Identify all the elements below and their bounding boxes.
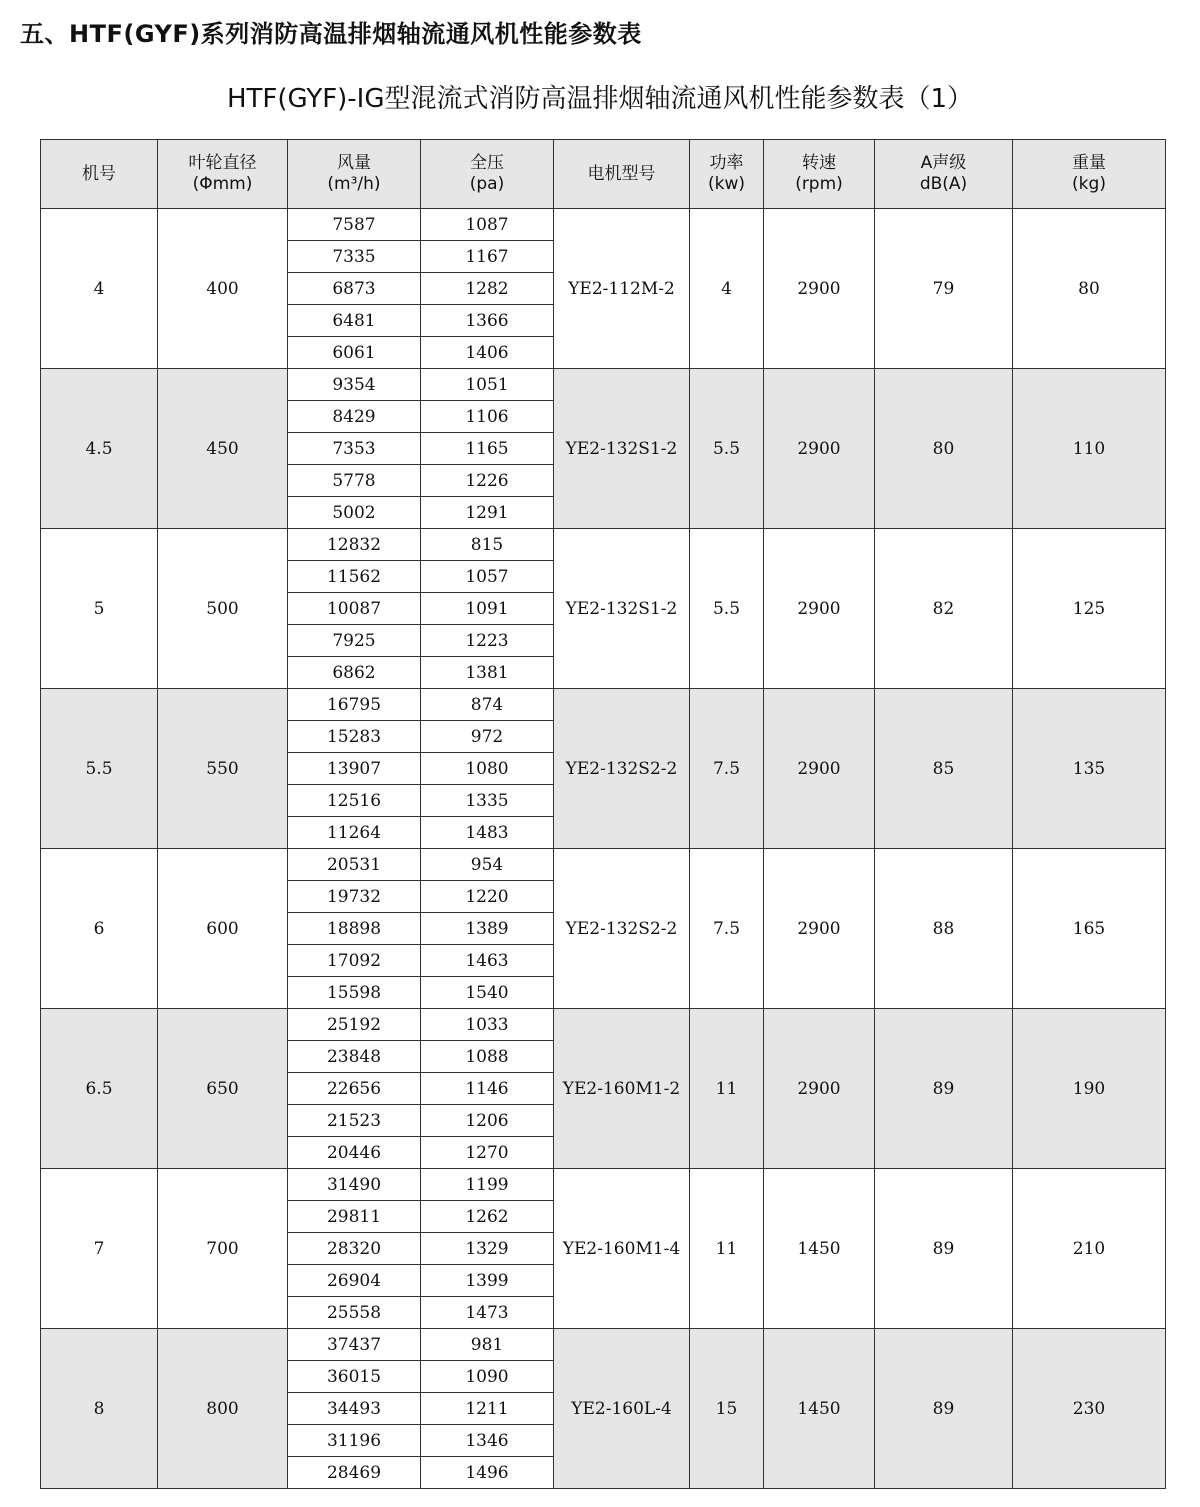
table-row — [41, 849, 1166, 881]
fan-no-cell: 8 — [41, 1329, 158, 1489]
pressure-cell: 1335 — [421, 785, 554, 817]
pressure-cell: 1199 — [421, 1169, 554, 1201]
air-flow-cell: 31490 — [288, 1169, 421, 1201]
motor-model-cell: YE2-132S2-2 — [554, 689, 690, 849]
noise-level-cell: 89 — [875, 1009, 1013, 1169]
air-flow-cell: 23848 — [288, 1041, 421, 1073]
power-cell: 11 — [690, 1009, 764, 1169]
pressure-cell: 1329 — [421, 1233, 554, 1265]
pressure-cell: 1165 — [421, 433, 554, 465]
air-flow-cell: 16795 — [288, 689, 421, 721]
performance-table — [40, 139, 1166, 1489]
noise-level-cell: 85 — [875, 689, 1013, 849]
air-flow-cell: 34493 — [288, 1393, 421, 1425]
speed-cell: 2900 — [764, 209, 875, 369]
air-flow-cell: 19732 — [288, 881, 421, 913]
header-cell-weight: 重量 (kg) — [1013, 140, 1166, 209]
motor-model-cell: YE2-132S1-2 — [554, 529, 690, 689]
pressure-cell: 954 — [421, 849, 554, 881]
weight-cell: 165 — [1013, 849, 1166, 1009]
pressure-cell: 1381 — [421, 657, 554, 689]
pressure-cell: 1206 — [421, 1105, 554, 1137]
pressure-cell: 1087 — [421, 209, 554, 241]
table-title: HTF(GYF)-ⅠG型混流式消防高温排烟轴流通风机性能参数表（1） — [226, 84, 974, 114]
table-row — [41, 1009, 1166, 1041]
pressure-cell: 1262 — [421, 1201, 554, 1233]
air-flow-cell: 20446 — [288, 1137, 421, 1169]
air-flow-cell: 5778 — [288, 465, 421, 497]
speed-cell: 1450 — [764, 1169, 875, 1329]
pressure-cell: 1033 — [421, 1009, 554, 1041]
header-cell-pressure: 全压 (pa) — [421, 140, 554, 209]
air-flow-cell: 17092 — [288, 945, 421, 977]
air-flow-cell: 22656 — [288, 1073, 421, 1105]
power-cell: 7.5 — [690, 849, 764, 1009]
pressure-cell: 1223 — [421, 625, 554, 657]
air-flow-cell: 18898 — [288, 913, 421, 945]
pressure-cell: 1291 — [421, 497, 554, 529]
weight-cell: 230 — [1013, 1329, 1166, 1489]
air-flow-cell: 9354 — [288, 369, 421, 401]
air-flow-cell: 28469 — [288, 1457, 421, 1489]
diameter-cell: 400 — [158, 209, 288, 369]
power-cell: 7.5 — [690, 689, 764, 849]
speed-cell: 2900 — [764, 689, 875, 849]
pressure-cell: 1406 — [421, 337, 554, 369]
pressure-cell: 1399 — [421, 1265, 554, 1297]
air-flow-cell: 11562 — [288, 561, 421, 593]
fan-no-cell: 6 — [41, 849, 158, 1009]
pressure-cell: 1270 — [421, 1137, 554, 1169]
diameter-cell: 700 — [158, 1169, 288, 1329]
air-flow-cell: 10087 — [288, 593, 421, 625]
weight-cell: 110 — [1013, 369, 1166, 529]
air-flow-cell: 5002 — [288, 497, 421, 529]
power-cell: 11 — [690, 1169, 764, 1329]
air-flow-cell: 28320 — [288, 1233, 421, 1265]
header-cell-power: 功率 (kw) — [690, 140, 764, 209]
pressure-cell: 1211 — [421, 1393, 554, 1425]
diameter-cell: 450 — [158, 369, 288, 529]
pressure-cell: 1220 — [421, 881, 554, 913]
fan-no-cell: 4.5 — [41, 369, 158, 529]
air-flow-cell: 31196 — [288, 1425, 421, 1457]
pressure-cell: 1057 — [421, 561, 554, 593]
air-flow-cell: 26904 — [288, 1265, 421, 1297]
motor-model-cell: YE2-160M1-4 — [554, 1169, 690, 1329]
air-flow-cell: 7587 — [288, 209, 421, 241]
table-row — [41, 209, 1166, 241]
pressure-cell: 815 — [421, 529, 554, 561]
air-flow-cell: 6862 — [288, 657, 421, 689]
noise-level-cell: 79 — [875, 209, 1013, 369]
noise-level-cell: 88 — [875, 849, 1013, 1009]
motor-model-cell: YE2-132S2-2 — [554, 849, 690, 1009]
pressure-cell: 1080 — [421, 753, 554, 785]
air-flow-cell: 15283 — [288, 721, 421, 753]
air-flow-cell: 29811 — [288, 1201, 421, 1233]
table-body — [41, 209, 1166, 1489]
speed-cell: 2900 — [764, 849, 875, 1009]
pressure-cell: 1088 — [421, 1041, 554, 1073]
diameter-cell: 550 — [158, 689, 288, 849]
speed-cell: 1450 — [764, 1329, 875, 1489]
air-flow-cell: 12516 — [288, 785, 421, 817]
air-flow-cell: 11264 — [288, 817, 421, 849]
fan-no-cell: 4 — [41, 209, 158, 369]
diameter-cell: 800 — [158, 1329, 288, 1489]
pressure-cell: 1366 — [421, 305, 554, 337]
motor-model-cell: YE2-132S1-2 — [554, 369, 690, 529]
motor-model-cell: YE2-160L-4 — [554, 1329, 690, 1489]
pressure-cell: 1106 — [421, 401, 554, 433]
weight-cell: 80 — [1013, 209, 1166, 369]
header-cell-motor: 电机型号 — [554, 140, 690, 209]
air-flow-cell: 6873 — [288, 273, 421, 305]
pressure-cell: 1463 — [421, 945, 554, 977]
power-cell: 5.5 — [690, 369, 764, 529]
air-flow-cell: 20531 — [288, 849, 421, 881]
noise-level-cell: 89 — [875, 1329, 1013, 1489]
weight-cell: 125 — [1013, 529, 1166, 689]
pressure-cell: 1540 — [421, 977, 554, 1009]
noise-level-cell: 82 — [875, 529, 1013, 689]
table-row — [41, 529, 1166, 561]
speed-cell: 2900 — [764, 529, 875, 689]
air-flow-cell: 37437 — [288, 1329, 421, 1361]
pressure-cell: 1483 — [421, 817, 554, 849]
pressure-cell: 972 — [421, 721, 554, 753]
header-cell-flow: 风量 (m³/h) — [288, 140, 421, 209]
noise-level-cell: 80 — [875, 369, 1013, 529]
air-flow-cell: 15598 — [288, 977, 421, 1009]
pressure-cell: 1282 — [421, 273, 554, 305]
power-cell: 15 — [690, 1329, 764, 1489]
pressure-cell: 981 — [421, 1329, 554, 1361]
header-cell-no: 机号 — [41, 140, 158, 209]
fan-no-cell: 6.5 — [41, 1009, 158, 1169]
table-row — [41, 369, 1166, 401]
air-flow-cell: 6481 — [288, 305, 421, 337]
pressure-cell: 1389 — [421, 913, 554, 945]
pressure-cell: 1167 — [421, 241, 554, 273]
air-flow-cell: 13907 — [288, 753, 421, 785]
fan-no-cell: 5.5 — [41, 689, 158, 849]
header-cell-diameter: 叶轮直径 (Φmm) — [158, 140, 288, 209]
fan-no-cell: 5 — [41, 529, 158, 689]
header-cell-speed: 转速 (rpm) — [764, 140, 875, 209]
table-row — [41, 689, 1166, 721]
pressure-cell: 1146 — [421, 1073, 554, 1105]
power-cell: 4 — [690, 209, 764, 369]
pressure-cell: 874 — [421, 689, 554, 721]
diameter-cell: 650 — [158, 1009, 288, 1169]
weight-cell: 190 — [1013, 1009, 1166, 1169]
pressure-cell: 1473 — [421, 1297, 554, 1329]
speed-cell: 2900 — [764, 1009, 875, 1169]
air-flow-cell: 36015 — [288, 1361, 421, 1393]
air-flow-cell: 6061 — [288, 337, 421, 369]
air-flow-cell: 25558 — [288, 1297, 421, 1329]
noise-level-cell: 89 — [875, 1169, 1013, 1329]
air-flow-cell: 12832 — [288, 529, 421, 561]
pressure-cell: 1091 — [421, 593, 554, 625]
air-flow-cell: 8429 — [288, 401, 421, 433]
pressure-cell: 1051 — [421, 369, 554, 401]
header-cell-noise: A声级 dB(A) — [875, 140, 1013, 209]
air-flow-cell: 25192 — [288, 1009, 421, 1041]
section-title: 五、HTF(GYF)系列消防高温排烟轴流通风机性能参数表 — [20, 20, 642, 48]
weight-cell: 135 — [1013, 689, 1166, 849]
air-flow-cell: 7335 — [288, 241, 421, 273]
table-row — [41, 1329, 1166, 1361]
air-flow-cell: 7353 — [288, 433, 421, 465]
speed-cell: 2900 — [764, 369, 875, 529]
header-row — [41, 140, 1166, 209]
power-cell: 5.5 — [690, 529, 764, 689]
pressure-cell: 1346 — [421, 1425, 554, 1457]
air-flow-cell: 21523 — [288, 1105, 421, 1137]
motor-model-cell: YE2-160M1-2 — [554, 1009, 690, 1169]
pressure-cell: 1496 — [421, 1457, 554, 1489]
fan-no-cell: 7 — [41, 1169, 158, 1329]
pressure-cell: 1090 — [421, 1361, 554, 1393]
pressure-cell: 1226 — [421, 465, 554, 497]
motor-model-cell: YE2-112M-2 — [554, 209, 690, 369]
table-row — [41, 1169, 1166, 1201]
air-flow-cell: 7925 — [288, 625, 421, 657]
diameter-cell: 600 — [158, 849, 288, 1009]
diameter-cell: 500 — [158, 529, 288, 689]
weight-cell: 210 — [1013, 1169, 1166, 1329]
